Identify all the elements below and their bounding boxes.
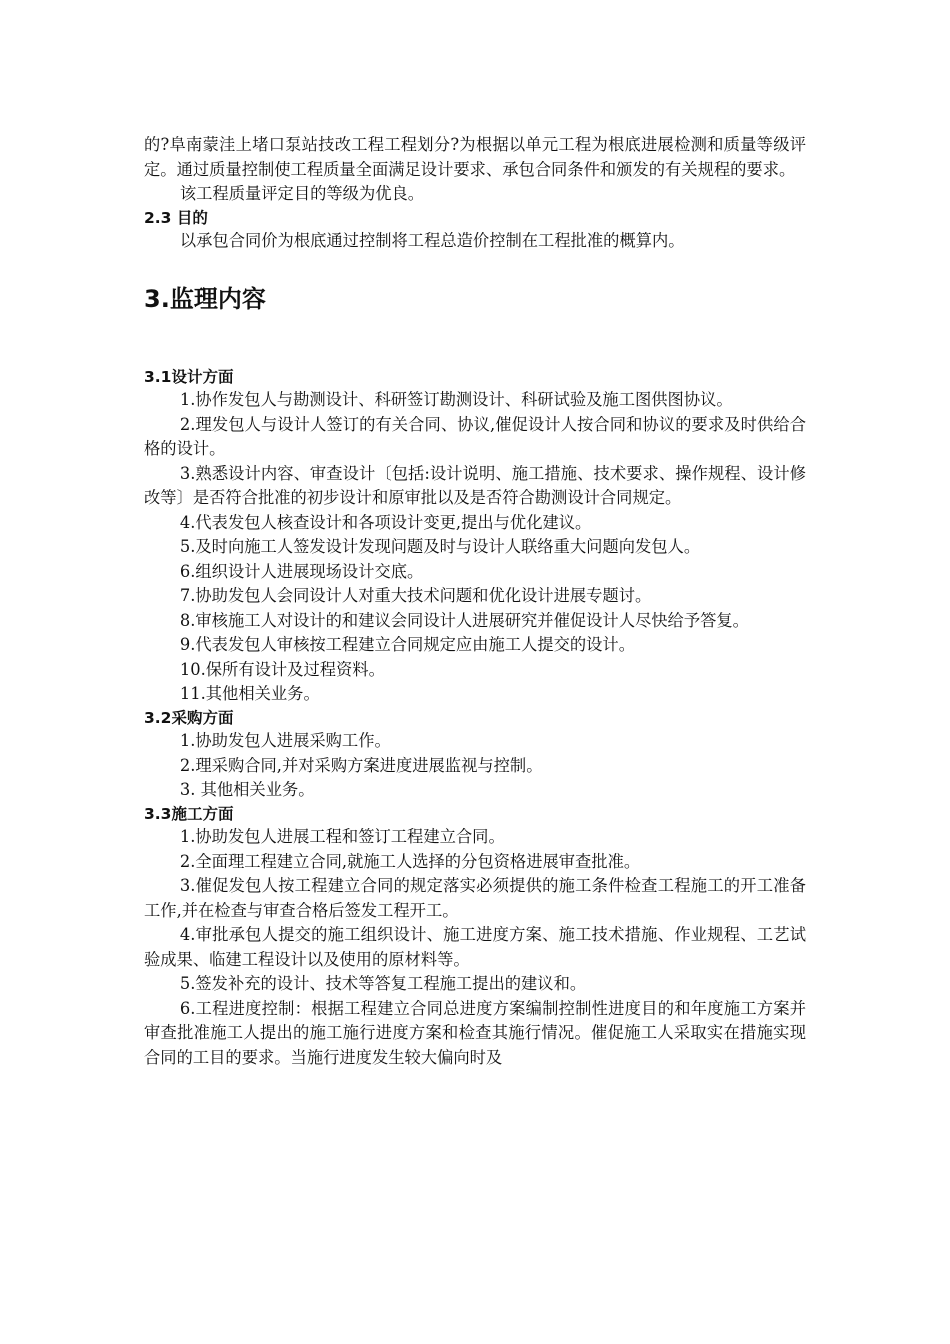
list-item: 3. 其他相关业务。	[179, 780, 315, 799]
list-item: 7.协助发包人会同设计人对重大技术问题和优化设计进展专题讨。	[179, 586, 652, 605]
list-item: 5.及时向施工人签发设计发现问题及时与设计人联络重大问题向发包人。	[179, 537, 701, 556]
list-item: 9.代表发包人审核按工程建立合同规定应由施工人提交的设计。	[179, 635, 635, 654]
list-item: 2.理采购合同,并对采购方案进度进展监视与控制。	[179, 755, 543, 775]
list-item: 1.协助发包人进展工程和签订工程建立合同。	[179, 827, 505, 846]
list-item: 3.熟悉设计内容、审查设计〔包括:设计说明、施工措施、技术要求、操作规程、设计修改等〕是否符合批准的初步设计和原审批以及是否符合勘测设计合同规定。	[144, 463, 806, 507]
intro-paragraph-2: 该工程质量评定目的等级为优良。	[179, 184, 425, 203]
section-2-3-heading: 2.3 目的	[144, 208, 208, 227]
list-item: 4.代表发包人核查设计和各项设计变更,提出与优化建议。	[179, 512, 592, 532]
intro-paragraph-1: 的?阜南蒙洼上堵口泵站技改工程工程划分?为根据以单元工程为根底进展检测和质量等级评定。通过质量控制使工程质量全面满足设计要求、承包合同条件和颁发的有关规程的要求。	[144, 135, 806, 179]
list-item: 5.签发补充的设计、技术等答复工程施工提出的建议和。	[179, 974, 587, 993]
list-item: 11.其他相关业务。	[179, 684, 320, 703]
heading-spacer	[144, 314, 806, 366]
list-item: 8.审核施工人对设计的和建议会同设计人进展研究并催促设计人尽快给予答复。	[179, 610, 749, 630]
list-item: 2.理发包人与设计人签订的有关合同、协议,催促设计人按合同和协议的要求及时供给合格的设计。	[144, 414, 806, 458]
list-item: 1.协作发包人与勘测设计、科研签订勘测设计、科研试验及施工图供图协议。	[179, 390, 733, 409]
section-3-2-heading: 3.2采购方面	[144, 708, 234, 727]
list-item: 6.工程进度控制：根据工程建立合同总进度方案编制控制性进度目的和年度施工方案并审查批准施工人提出的施工施行进度方案和检查其施行情况。催促施工人采取实在措施实现合同的工目的要求。当施行进度发生较大偏向时及	[144, 998, 806, 1067]
list-item: 6.组织设计人进展现场设计交底。	[179, 561, 424, 581]
section-3-1-heading: 3.1设计方面	[144, 367, 234, 386]
document-page	[144, 133, 806, 1070]
list-item: 10.保所有设计及过程资料。	[179, 659, 385, 679]
list-item: 2.全面理工程建立合同,就施工人选择的分包资格进展审查批准。	[179, 851, 641, 871]
list-item: 4.审批承包人提交的施工组织设计、施工进度方案、施工技术措施、作业规程、工艺试验成果、临建工程设计以及使用的原材料等。	[144, 925, 806, 969]
list-item: 3.催促发包人按工程建立合同的规定落实必须提供的施工条件检查工程施工的开工准备工作,并在检查与审查合格后签发工程开工。	[144, 876, 806, 920]
section-3-heading: 3.监理内容	[144, 284, 266, 313]
section-3-3-heading: 3.3施工方面	[144, 804, 234, 823]
list-item: 1.协助发包人进展采购工作。	[179, 731, 391, 750]
section-2-3-paragraph: 以承包合同价为根底通过控制将工程总造价控制在工程批准的概算内。	[179, 231, 685, 250]
